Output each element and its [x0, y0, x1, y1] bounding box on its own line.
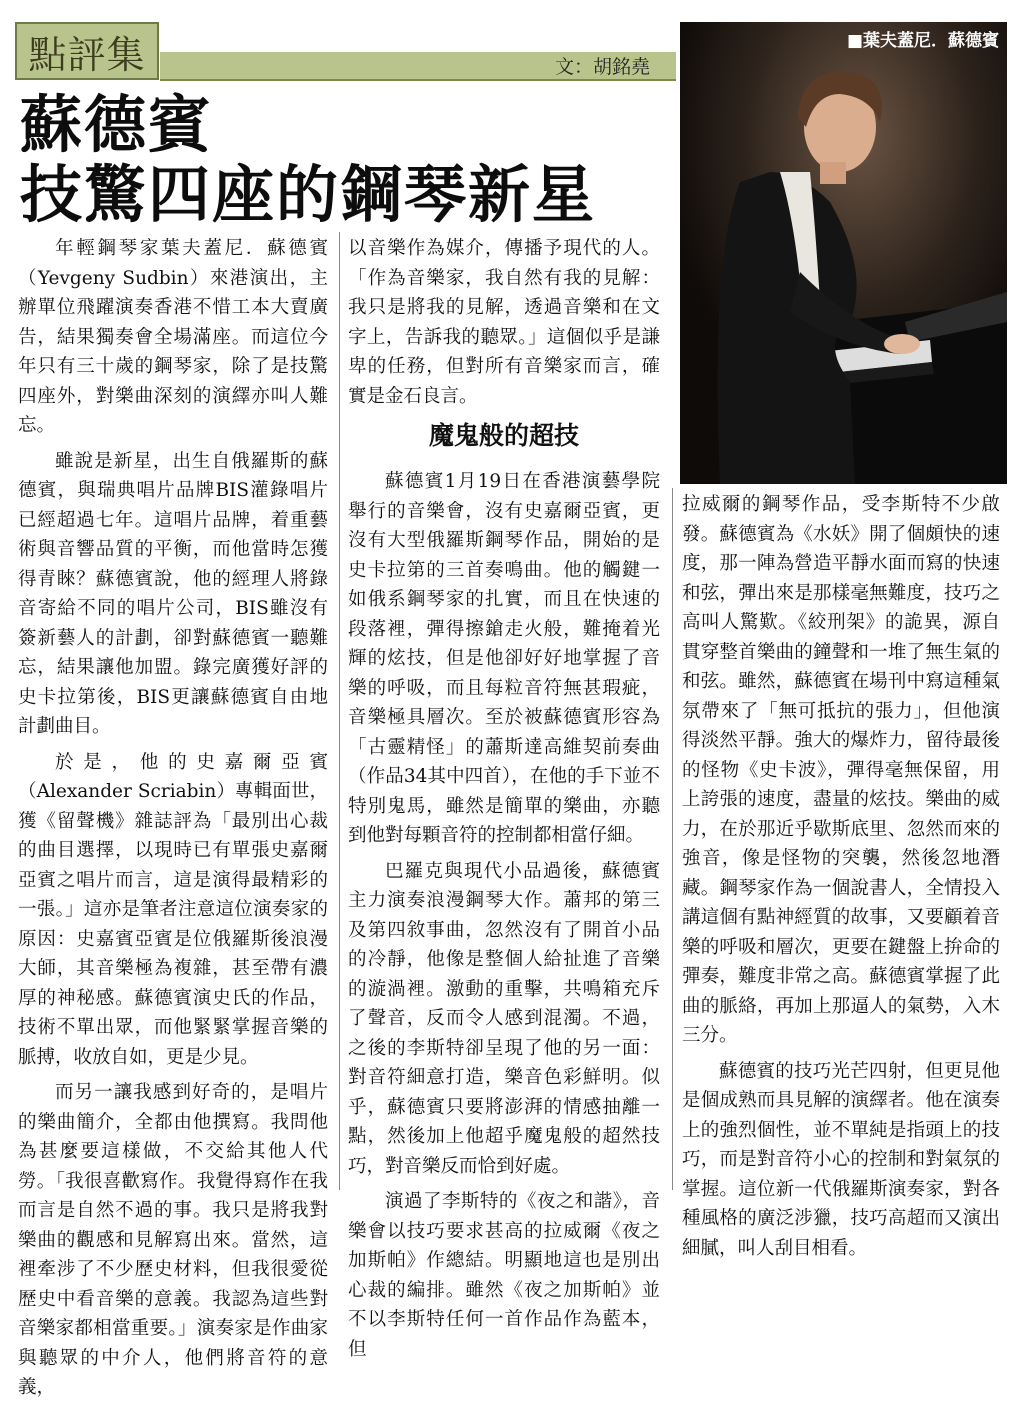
headline [20, 90, 670, 230]
byline: 文：胡銘堯 [554, 56, 650, 78]
article-column-1 [18, 234, 328, 1409]
section-label: 點評集 [15, 22, 159, 80]
paragraph: 拉威爾的鋼琴作品，受李斯特不少啟發。蘇德賓為《水妖》開了個頗快的速度，那一陣為營造平靜水面而寫的快速和弦，彈出來是那樣毫無難度，技巧之高叫人驚歎。《絞刑架》的詭異，源自貫穿整首樂曲的鐘聲和一堆了無生氣的和弦。雖然，蘇德賓在場刊中寫這種氣氛帶來了「無可抵抗的張力」，但他演得淡然平靜。強大的爆炸力，留待最後的怪物《史卡波》，彈得毫無保留，用上誇張的速度，盡量的炫技。樂曲的威力，在於那近乎歇斯底里、忽然而來的強音，像是怪物的突襲，然後忽地潛藏。鋼琴家作為一個說書人，全情投入講這個有點神經質的故事，又要顧着音樂的呼吸和層次，更要在鍵盤上拚命的彈奏，難度非常之高。蘇德賓掌握了此曲的脈絡，再加上那逼人的氣勢，入木三分。 [682, 494, 1000, 1046]
paragraph: 蘇德賓1月19日在香港演藝學院舉行的音樂會，沒有史嘉爾亞賓，更沒有大型俄羅斯鋼琴作品，開始的是史卡拉第的三首奏鳴曲。他的觸鍵一如俄系鋼琴家的扎實，而且在快速的段落裡，彈得擦鎗走火般，難掩着光輝的炫技，但是他卻好好地掌握了音樂的呼吸，而且每粒音符無甚瑕疵，音樂極具層次。至於被蘇德賓形容為「古靈精怪」的蕭斯達高維契前奏曲（作品34其中四首），在他的手下並不特別鬼馬，雖然是簡單的樂曲，亦聽到他對每顆音符的控制都相當仔細。 [348, 471, 660, 846]
paragraph: 以音樂作為媒介，傳播予現代的人。「作為音樂家，我自然有我的見解：我只是將我的見解，透過音樂和在文字上，告訴我的聽眾。」這個似乎是謙卑的任務，但對所有音樂家而言，確實是金石良言。 [348, 238, 660, 407]
paragraph: 於是，他的史嘉爾亞賓（Alexander Scriabin）專輯面世，獲《留聲機》雜誌評為「最別出心裁的曲目選擇，以現時已有單張史嘉爾亞賓之唱片而言，這是演得最精彩的一張。」這亦是筆者注意這位演奏家的原因：史嘉賓亞賓是位俄羅斯後浪漫大師，其音樂極為複雜，甚至帶有濃厚的神秘感。蘇德賓演史氏的作品，技術不單出眾，而他緊緊掌握音樂的脈搏，收放自如，更是少見。 [18, 751, 328, 1068]
subheading: 魔鬼般的超技 [428, 421, 579, 450]
photo-caption: ■葉夫蓋尼．蘇德賓 [846, 31, 999, 51]
headline-line-2: 技驚四座的鋼琴新星 [20, 158, 597, 231]
paragraph: 蘇德賓的技巧光芒四射，但更見他是個成熟而具見解的演繹者。他在演奏上的強烈個性，並不單純是指頭上的技巧，而是對音符小心的控制和對氣氛的掌握。這位新一代俄羅斯演奏家，對各種風格的廣泛涉獵，技巧高超而又演出細膩，叫人刮目相看。 [682, 1060, 1000, 1259]
paragraph: 演過了李斯特的《夜之和諧》，音樂會以技巧要求甚高的拉威爾《夜之加斯帕》作總結。明顯地這也是別出心裁的編排。雖然《夜之加斯帕》並不以李斯特任何一首作品作為藍本，但 [348, 1191, 660, 1360]
headline-line-1: 蘇德賓 [20, 88, 213, 161]
paragraph: 雖說是新星，出生自俄羅斯的蘇德賓，與瑞典唱片品牌BIS灌錄唱片已經超過七年。這唱片品牌，着重藝術與音響品質的平衡，而他當時怎獲得青睞？蘇德賓說，他的經理人將錄音寄給不同的唱片公司，BIS雖沒有簽新藝人的計劃，卻對蘇德賓一聽難忘，結果讓他加盟。錄完廣獲好評的史卡拉第後，BIS更讓蘇德賓自由地計劃曲目。 [18, 450, 328, 737]
pianist-illustration [680, 22, 1007, 484]
column-divider-2 [672, 488, 673, 1190]
article-column-3 [682, 490, 1000, 1269]
paragraph: 而另一讓我感到好奇的，是唱片的樂曲簡介，全都由他撰寫。我問他為甚麼要這樣做，不交給其他人代勞。「我很喜歡寫作。我覺得寫作在我而言是自然不過的事。我只是將我對樂曲的觀感和見解寫出來。當然，這裡牽涉了不少歷史材料，但我很愛從歷史中看音樂的意義。我認為這些對音樂家都相當重要。」演奏家是作曲家與聽眾的中介人，他們將音符的意義， [18, 1082, 328, 1398]
column-divider-1 [339, 232, 340, 1190]
paragraph: 年輕鋼琴家葉夫蓋尼．蘇德賓（Yevgeny Sudbin）來港演出，主辦單位飛躍演奏香港不惜工本大賣廣告，結果獨奏會全場滿座。而這位今年只有三十歲的鋼琴家，除了是技驚四座外，對樂曲深刻的演繹亦叫人難忘。 [18, 238, 328, 436]
byline-bar [160, 52, 676, 81]
paragraph: 巴羅克與現代小品過後，蘇德賓主力演奏浪漫鋼琴大作。蕭邦的第三及第四敘事曲，忽然沒有了開首小品的冷靜，他像是整個人給扯進了音樂的漩渦裡。激動的重擊，共鳴箱充斥了聲音，反而令人感到混濁。不過，之後的李斯特卻呈現了他的另一面：對音符細意打造，樂音色彩鮮明。似乎，蘇德賓只要將澎湃的情感抽離一點，然後加上他超乎魔鬼般的超然技巧，對音樂反而恰到好處。 [348, 860, 660, 1177]
pianist-photo [680, 22, 1007, 484]
